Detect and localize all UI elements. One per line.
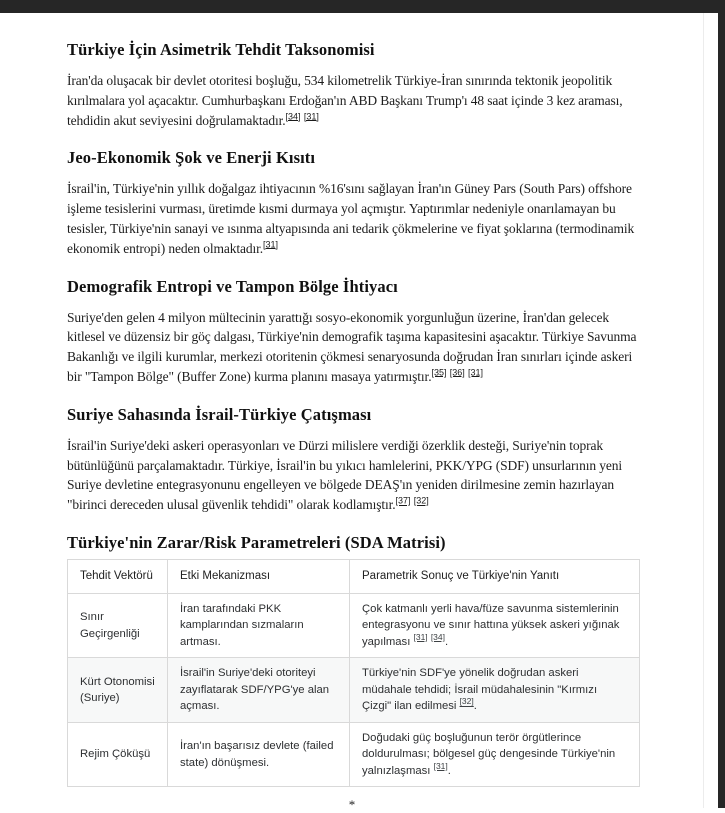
matrix-body xyxy=(68,593,640,787)
section-heading: Demografik Entropi ve Tampon Bölge İhtiyacı xyxy=(67,276,398,296)
matrix-row xyxy=(68,658,640,723)
report-section xyxy=(67,405,645,515)
section-heading: Türkiye İçin Asimetrik Tehdit Taksonomisi xyxy=(67,40,375,59)
matrix-heading: Türkiye'nin Zarar/Risk Parametreleri (SDA Matrisi) xyxy=(67,532,446,552)
citation-link[interactable]: [34] xyxy=(430,632,445,643)
window-frame-right xyxy=(718,0,725,808)
matrix-cell-threat-vector: Rejim Çöküşü xyxy=(68,722,168,787)
report-section xyxy=(67,40,645,130)
section-heading: Jeo-Ekonomik Şok ve Enerji Kısıtı xyxy=(67,148,316,168)
section-paragraph: Suriye'den gelen 4 milyon mültecinin yarattığı sosyo-ekonomik yorgunluğun üzerine, İran'dan gelecek kitlesel ve düzensiz bir göç dalgası, Türkiye'nin demografik taşıma kapasitesini aşacaktır. Türkiye Savunma Bakanlığı ve ilgili kurumlar, merkezi otoritenin çökmesi senaryosunda doğrudan İran sınırları içinde askeri bir "Tampon Bölge" (Buffer Zone) kurma planını masaya yatırmıştır.[35] [36] [31] xyxy=(67,309,637,384)
matrix-header-row xyxy=(68,559,640,593)
window-frame-top xyxy=(0,0,725,13)
citation-link[interactable]: [31] xyxy=(413,632,428,643)
section-paragraph: İsrail'in Suriye'deki askeri operasyonları ve Dürzi milislere verdiği özerklik desteği, Suriye'nin toprak bütünlüğünü parçalamaktadır. Türkiye, İsrail'in bu yıkıcı hamlelerini, PKK/YPG (SDF) unsurlarının yeni Suriye devletine entegrasyonunu engelleyen ve bölgede DEAŞ'ın yeniden dirilmesine zemin hazırlayan "birinci dereceden ulusal güvenlik tehdidi" olarak kodlamıştır.[37] [32] xyxy=(67,437,622,513)
citation-link[interactable]: [31] xyxy=(303,111,319,122)
scrollbar-track-edge xyxy=(703,13,704,808)
section-paragraph: İsrail'in, Türkiye'nin yıllık doğalgaz ihtiyacının %16'sını sağlayan İran'ın Güney Pars (South Pars) offshore işleme tesislerini vurması, üretimde kısmi durmaya yol açmıştır. Yaptırımlar nedeniyle onarılamayan bu tesisler, Türkiye'nin sanayi ve ısınma altyapısında ani tedarik çökmelerine ve fiyat şoklarına (termodinamik ekonomik entropi) neden olmaktadır.[31] xyxy=(67,181,635,256)
citation-link[interactable]: [37] xyxy=(395,495,411,506)
matrix-column-header: Parametrik Sonuç ve Türkiye'nin Yanıtı xyxy=(350,559,640,593)
citation-link[interactable]: [34] xyxy=(285,111,301,122)
report-section xyxy=(67,277,645,387)
matrix-cell-impact-mechanism: İran tarafındaki PKK kamplarından sızmaların artması. xyxy=(168,593,350,658)
citation-link[interactable]: [31] xyxy=(433,761,448,772)
matrix-column-header: Etki Mekanizması xyxy=(168,559,350,593)
matrix-row xyxy=(68,593,640,658)
report-sections xyxy=(67,40,645,515)
citation-link[interactable]: [32] xyxy=(459,696,474,707)
citation-link[interactable]: [31] xyxy=(468,367,484,378)
citation-link[interactable]: [31] xyxy=(263,239,279,250)
matrix-row xyxy=(68,722,640,787)
matrix-cell-parametric-result: Doğudaki güç boşluğunun terör örgütlerince doldurulması; bölgesel güç dengesinde Türkiye'nin yalnızlaşması [31]. xyxy=(350,722,640,787)
citation-link[interactable]: [36] xyxy=(449,367,465,378)
matrix-cell-impact-mechanism: İsrail'in Suriye'deki otoriteyi zayıflatarak SDF/YPG'ye alan açması. xyxy=(168,658,350,723)
matrix-cell-threat-vector: Kürt Otonomisi (Suriye) xyxy=(68,658,168,723)
citation-link[interactable]: [35] xyxy=(431,367,447,378)
report-section xyxy=(67,148,645,258)
matrix-cell-impact-mechanism: İran'ın başarısız devlete (failed state) dönüşmesi. xyxy=(168,722,350,787)
matrix-cell-threat-vector: Sınır Geçirgenliği xyxy=(68,593,168,658)
matrix-cell-parametric-result: Çok katmanlı yerli hava/füze savunma sistemlerinin entegrasyonu ve sınır hattına yüksek askeri yığınak yapılması [31] [34]. xyxy=(350,593,640,658)
section-heading: Suriye Sahasında İsrail-Türkiye Çatışması xyxy=(67,404,372,424)
report-document xyxy=(67,13,645,812)
footnote-separator: * xyxy=(348,797,356,812)
risk-matrix-section xyxy=(67,533,645,788)
matrix-column-header: Tehdit Vektörü xyxy=(68,559,168,593)
section-paragraph: İran'da oluşacak bir devlet otoritesi boşluğu, 534 kilometrelik Türkiye-İran sınırında tektonik jeopolitik kırılmalara yol açacaktır. Cumhurbaşkanı Erdoğan'ın ABD Başkanı Trump'ı 48 saat içinde 3 kez araması, tehdidin akut seviyesini doğrulamaktadır.[34] [31] xyxy=(67,73,623,128)
risk-matrix-table xyxy=(67,559,640,788)
citation-link[interactable]: [32] xyxy=(413,495,429,506)
matrix-cell-parametric-result: Türkiye'nin SDF'ye yönelik doğrudan askeri müdahale tehdidi; İsrail müdahalesinin "Kırmızı Çizgi" ilan edilmesi [32]. xyxy=(350,658,640,723)
